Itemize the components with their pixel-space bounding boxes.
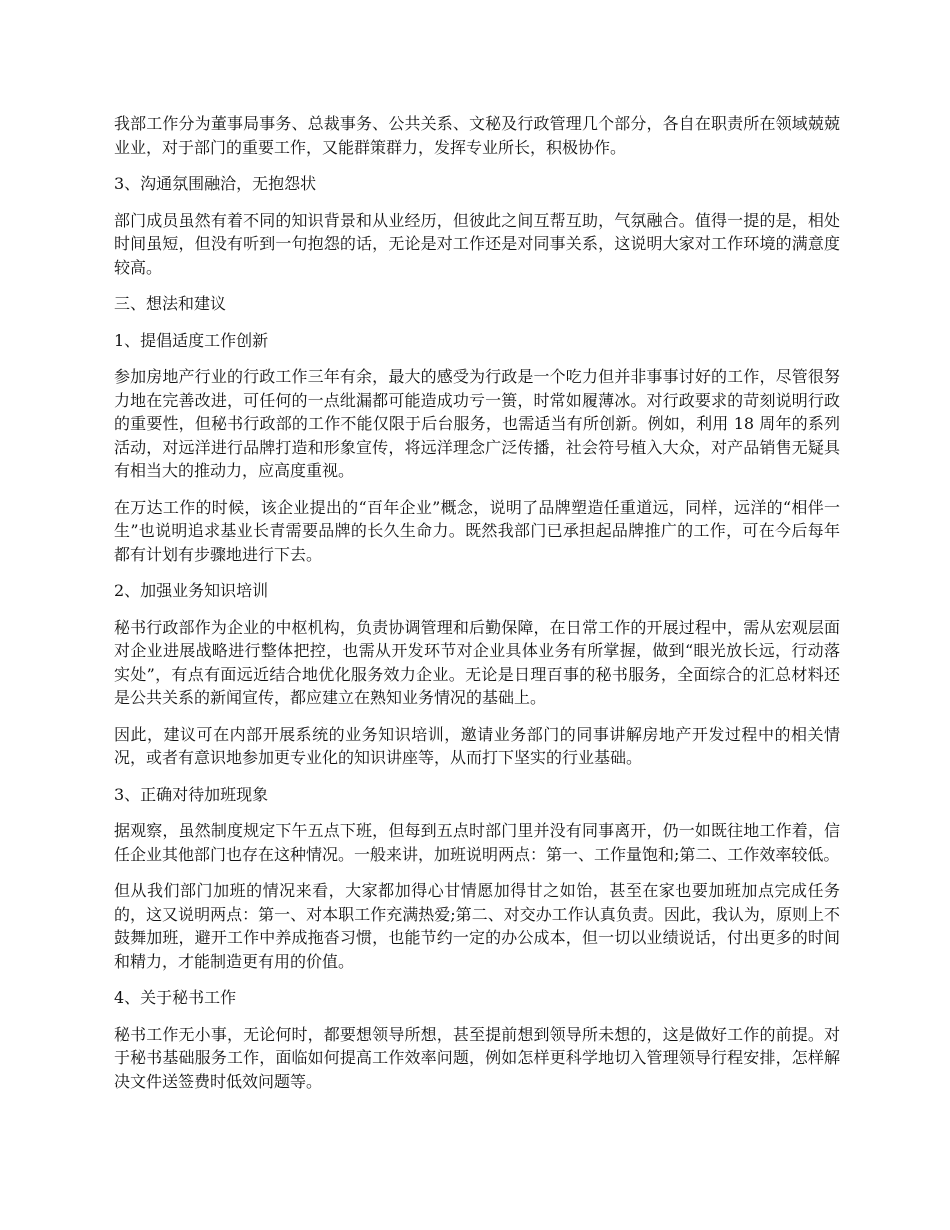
heading-business-training: 2、加强业务知识培训 — [114, 581, 269, 600]
heading-communication-atmosphere: 3、沟通氛围融洽，无抱怨状 — [114, 174, 317, 193]
paragraph-training-suggestion: 因此，建议可在内部开展系统的业务知识培训，邀请业务部门的同事讲解房地产开发过程中的相关情况，或者有意识地参加更专业化的知识讲座等，从而打下坚实的行业基础。 — [114, 724, 840, 767]
heading-overtime: 3、正确对待加班现象 — [114, 784, 269, 804]
paragraph-team-harmony: 部门成员虽然有着不同的知识背景和从业经历，但彼此之间互帮互助，气氛融合。值得一提的是，相处时间虽短，但没有听到一句抱怨的话，无论是对工作还是对同事关系，这说明大家对工作环境的满意度较高。 — [114, 210, 840, 277]
heading-secretary-work: 4、关于秘书工作 — [114, 988, 237, 1007]
paragraph-brand-building: 在万达工作的时候，该企业提出的“百年企业”概念，说明了品牌塑造任重道远，同样，远洋的“相伴一生”也说明追求基业长青需要品牌的长久生命力。既然我部门已承担起品牌推广的工作，可在今后每年都有计划有步骤地进行下去。 — [114, 497, 840, 564]
paragraph-admin-innovation: 参加房地产行业的行政工作三年有余，最大的感受为行政是一个吃力但并非事事讨好的工作，尽管很努力地在完善改进，可任何的一点纰漏都可能造成功亏一篑，时常如履薄冰。对行政要求的苛刻说明行政的重要性，但秘书行政部的工作不能仅限于后台服务，也需适当有所创新。例如，利用 18 周年的系列活动，对远洋进行品牌打造和形象宣传，将远洋理念广泛传播，社会符号植入大众，对产品销售无疑具有相当大的推动力，应高度重视。 — [114, 367, 840, 480]
paragraph-overtime-opinion: 但从我们部门加班的情况来看，大家都加得心甘情愿加得甘之如饴，甚至在家也要加班加点完成任务的，这又说明两点：第一、对本职工作充满热爱;第二、对交办工作认真负责。因此，我认为，原则上不鼓舞加班，避开工作中养成拖沓习惯，也能节约一定的办公成本，但一切以业绩说话，付出更多的时间和精力，才能制造更有用的价值。 — [114, 881, 840, 971]
heading-work-innovation: 1、提倡适度工作创新 — [114, 330, 269, 350]
heading-ideas-and-suggestions: 三、想法和建议 — [114, 294, 227, 313]
paragraph-secretary-work: 秘书工作无小事，无论何时，都要想领导所想，甚至提前想到领导所未想的，这是做好工作的前提。对于秘书基础服务工作，面临如何提高工作效率问题，例如怎样更科学地切入管理领导行程安排，怎样解决文件送签费时低效问题等。 — [114, 1024, 840, 1091]
document-body — [114, 112, 840, 1106]
paragraph-overtime-observation: 据观察，虽然制度规定下午五点下班，但每到五点时部门里并没有同事离开，仍一如既往地工作着，信任企业其他部门也存在这种情况。一般来讲，加班说明两点：第一、工作量饱和;第二、工作效率较低。 — [114, 821, 840, 864]
paragraph-department-overview: 我部工作分为董事局事务、总裁事务、公共关系、文秘及行政管理几个部分，各自在职责所在领域兢兢业业，对于部门的重要工作，又能群策群力，发挥专业所长，积极协作。 — [114, 114, 840, 157]
paragraph-central-role: 秘书行政部作为企业的中枢机构，负责协调管理和后勤保障，在日常工作的开展过程中，需从宏观层面对企业进展战略进行整体把控，也需从开发环节对企业具体业务有所掌握，做到“眼光放长远，行动落实处”，有点有面远近结合地优化服务效力企业。无论是日理百事的秘书服务，全面综合的汇总材料还是公共关系的新闻宣传，都应建立在熟知业务情况的基础上。 — [114, 617, 840, 707]
